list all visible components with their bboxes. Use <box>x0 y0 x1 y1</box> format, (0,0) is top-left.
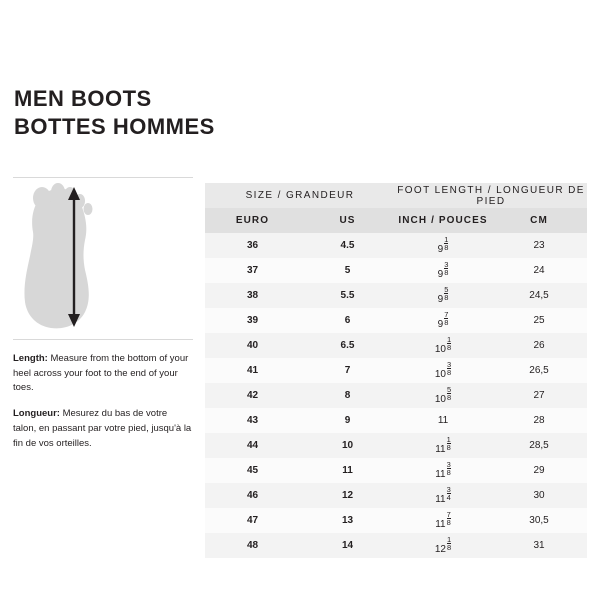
cell-euro: 47 <box>205 508 300 533</box>
table-group-header-row <box>205 183 587 208</box>
inch-fraction-numerator: 3 <box>446 459 451 469</box>
inch-fraction-numerator: 3 <box>446 484 451 494</box>
title-fr: BOTTES HOMMES <box>14 114 215 139</box>
column-header-euro: EURO <box>205 208 300 233</box>
inch-fraction-denominator: 8 <box>446 393 452 403</box>
size-table <box>205 183 587 558</box>
cell-inch <box>395 233 491 258</box>
cell-euro: 42 <box>205 383 300 408</box>
inch-fraction <box>444 261 448 277</box>
inch-fraction <box>447 361 451 377</box>
inch-fraction-denominator: 8 <box>446 368 452 378</box>
inch-whole: 11 <box>435 444 446 456</box>
cell-cm: 29 <box>491 458 587 483</box>
table-body <box>205 233 587 558</box>
inch-fraction-numerator: 1 <box>446 434 451 444</box>
measurement-instructions <box>13 352 193 451</box>
cell-cm: 24 <box>491 258 587 283</box>
inch-whole: 9 <box>437 244 444 256</box>
inch-fraction-denominator: 8 <box>446 543 452 553</box>
instruction-fr-text: Mesurez du bas de votre talon, en passant par votre pied, jusqu'à la fin de vos orteilles. <box>13 408 192 449</box>
cell-cm: 25 <box>491 308 587 333</box>
cell-inch <box>395 533 491 558</box>
inch-fraction-numerator: 1 <box>444 234 449 244</box>
inch-whole: 9 <box>437 319 444 331</box>
cell-euro: 44 <box>205 433 300 458</box>
cell-us: 8 <box>300 383 395 408</box>
inch-fraction-numerator: 5 <box>446 384 452 394</box>
inch-fraction-numerator: 7 <box>446 509 451 519</box>
cell-us: 13 <box>300 508 395 533</box>
table-row <box>205 358 587 383</box>
inch-fraction-numerator: 5 <box>444 284 449 294</box>
inch-fraction-denominator: 8 <box>446 518 451 528</box>
cell-us: 7 <box>300 358 395 383</box>
title-en: MEN BOOTS <box>14 86 152 111</box>
cell-inch <box>395 483 491 508</box>
instruction-en <box>13 352 193 396</box>
inch-whole: 10 <box>434 369 446 381</box>
cell-cm: 31 <box>491 533 587 558</box>
table-row <box>205 233 587 258</box>
inch-fraction <box>447 536 451 552</box>
cell-cm: 30 <box>491 483 587 508</box>
measurement-guide <box>13 177 193 462</box>
cell-cm: 28 <box>491 408 587 433</box>
cell-us: 5.5 <box>300 283 395 308</box>
cell-us: 10 <box>300 433 395 458</box>
cell-us: 6.5 <box>300 333 395 358</box>
page-title <box>14 88 215 144</box>
table-row <box>205 508 587 533</box>
inch-fraction-denominator: 8 <box>444 268 449 278</box>
instruction-fr-label: Longueur: <box>13 408 60 420</box>
inch-fraction-numerator: 3 <box>444 259 449 269</box>
cell-us: 9 <box>300 408 395 433</box>
inch-fraction <box>444 236 448 252</box>
cell-inch <box>395 433 491 458</box>
cell-euro: 40 <box>205 333 300 358</box>
table-row <box>205 458 587 483</box>
cell-euro: 43 <box>205 408 300 433</box>
cell-euro: 45 <box>205 458 300 483</box>
inch-fraction-denominator: 8 <box>446 443 451 453</box>
cell-euro: 46 <box>205 483 300 508</box>
inch-whole: 11 <box>435 494 446 506</box>
inch-fraction <box>444 311 448 327</box>
instruction-en-text: Measure from the bottom of your heel across your foot to the end of your toes. <box>13 353 189 394</box>
cell-inch <box>395 358 491 383</box>
cell-inch <box>395 308 491 333</box>
column-header-us: US <box>300 208 395 233</box>
cell-cm: 28,5 <box>491 433 587 458</box>
inch-fraction-denominator: 8 <box>444 243 449 253</box>
cell-inch <box>395 383 491 408</box>
cell-us: 11 <box>300 458 395 483</box>
cell-inch <box>395 408 491 433</box>
inch-fraction-denominator: 8 <box>444 293 449 303</box>
inch-fraction <box>447 486 451 502</box>
inch-fraction-denominator: 8 <box>446 343 452 353</box>
inch-fraction <box>447 436 451 452</box>
cell-inch <box>395 508 491 533</box>
inch-fraction <box>444 286 448 302</box>
table-row <box>205 483 587 508</box>
cell-inch <box>395 458 491 483</box>
inch-fraction-denominator: 4 <box>446 493 451 503</box>
cell-cm: 24,5 <box>491 283 587 308</box>
table-row <box>205 383 587 408</box>
cell-cm: 26 <box>491 333 587 358</box>
cell-cm: 26,5 <box>491 358 587 383</box>
table-row <box>205 433 587 458</box>
cell-cm: 27 <box>491 383 587 408</box>
cell-euro: 37 <box>205 258 300 283</box>
cell-us: 4.5 <box>300 233 395 258</box>
inch-fraction-denominator: 8 <box>446 468 451 478</box>
cell-inch <box>395 283 491 308</box>
instruction-en-label: Length: <box>13 353 48 364</box>
cell-cm: 23 <box>491 233 587 258</box>
inch-fraction <box>447 386 451 402</box>
cell-inch <box>395 333 491 358</box>
table-row <box>205 333 587 358</box>
cell-euro: 41 <box>205 358 300 383</box>
inch-whole: 10 <box>434 344 446 356</box>
table-row <box>205 533 587 558</box>
inch-whole: 10 <box>434 394 446 406</box>
instruction-fr <box>13 407 193 451</box>
inch-whole: 11 <box>437 415 449 426</box>
cell-us: 12 <box>300 483 395 508</box>
inch-whole: 11 <box>435 519 446 531</box>
table-column-header-row <box>205 208 587 233</box>
inch-whole: 9 <box>437 294 444 306</box>
column-header-inch: INCH / POUCES <box>395 208 491 233</box>
group-header-size: SIZE / GRANDEUR <box>205 183 395 208</box>
cell-euro: 36 <box>205 233 300 258</box>
cell-euro: 48 <box>205 533 300 558</box>
table-row <box>205 308 587 333</box>
cell-inch <box>395 258 491 283</box>
cell-euro: 38 <box>205 283 300 308</box>
cell-us: 6 <box>300 308 395 333</box>
inch-whole: 11 <box>435 469 446 481</box>
table-row <box>205 408 587 433</box>
inch-whole: 12 <box>434 544 446 556</box>
inch-fraction <box>447 461 451 477</box>
table-row <box>205 283 587 308</box>
group-header-foot-length: FOOT LENGTH / LONGUEUR DE PIED <box>395 183 587 208</box>
cell-us: 5 <box>300 258 395 283</box>
foot-outline-icon <box>13 178 193 340</box>
inch-fraction-numerator: 3 <box>446 359 452 369</box>
table-row <box>205 258 587 283</box>
inch-fraction-denominator: 8 <box>444 318 449 328</box>
size-table-container <box>205 183 587 558</box>
cell-cm: 30,5 <box>491 508 587 533</box>
cell-euro: 39 <box>205 308 300 333</box>
inch-fraction <box>447 511 451 527</box>
inch-fraction-numerator: 1 <box>446 534 452 544</box>
column-header-cm: CM <box>491 208 587 233</box>
inch-fraction <box>447 336 451 352</box>
foot-diagram <box>13 177 193 340</box>
inch-whole: 9 <box>437 269 444 281</box>
inch-fraction-numerator: 1 <box>446 334 452 344</box>
cell-us: 14 <box>300 533 395 558</box>
inch-fraction-numerator: 7 <box>444 309 449 319</box>
